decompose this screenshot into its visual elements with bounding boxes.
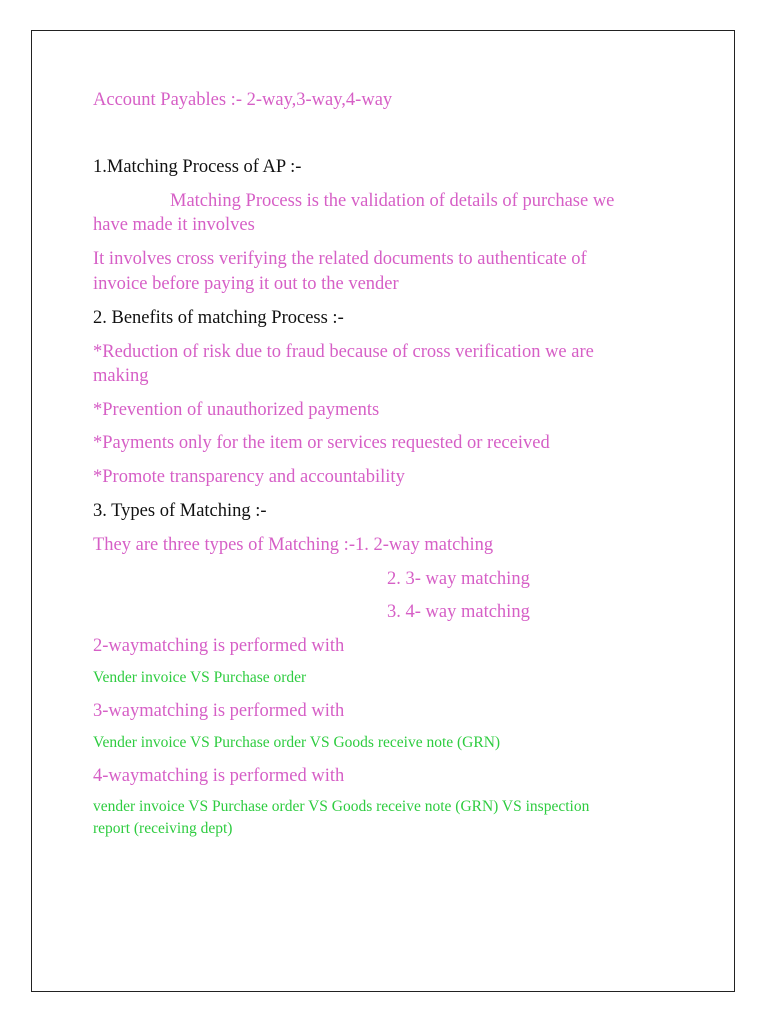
section1-para1-line2: have made it involves bbox=[93, 215, 255, 235]
section1-para2-line2: invoice before paying it out to the vender bbox=[93, 274, 399, 294]
four-way-detail-line2: report (receiving dept) bbox=[93, 820, 233, 837]
types-intro: They are three types of Matching :-1. 2-way matching bbox=[93, 535, 494, 555]
two-way-heading: 2-waymatching is performed with bbox=[93, 636, 345, 656]
benefit-1-line2: making bbox=[93, 366, 149, 386]
type-item-3: 3. 4- way matching bbox=[387, 602, 530, 622]
four-way-heading: 4-waymatching is performed with bbox=[93, 766, 345, 786]
benefit-2: *Prevention of unauthorized payments bbox=[93, 400, 380, 420]
section1-para2-line1: It involves cross verifying the related documents to authenticate of bbox=[93, 249, 587, 269]
benefit-3: *Payments only for the item or services requested or received bbox=[93, 433, 550, 453]
three-way-heading: 3-waymatching is performed with bbox=[93, 701, 345, 721]
benefit-4: *Promote transparency and accountability bbox=[93, 467, 405, 487]
section1-para1-line1: Matching Process is the validation of details of purchase we bbox=[170, 191, 615, 211]
three-way-detail: Vender invoice VS Purchase order VS Goods receive note (GRN) bbox=[93, 734, 501, 751]
two-way-detail: Vender invoice VS Purchase order bbox=[93, 669, 307, 686]
four-way-detail-line1: vender invoice VS Purchase order VS Goods receive note (GRN) VS inspection bbox=[93, 798, 590, 815]
type-item-2: 2. 3- way matching bbox=[387, 569, 530, 589]
benefit-1-line1: *Reduction of risk due to fraud because of cross verification we are bbox=[93, 342, 594, 362]
section3-heading: 3. Types of Matching :- bbox=[93, 501, 267, 521]
document-title: Account Payables :- 2-way,3-way,4-way bbox=[93, 90, 393, 110]
section1-heading: 1.Matching Process of AP :- bbox=[93, 157, 302, 177]
section2-heading: 2. Benefits of matching Process :- bbox=[93, 308, 344, 328]
